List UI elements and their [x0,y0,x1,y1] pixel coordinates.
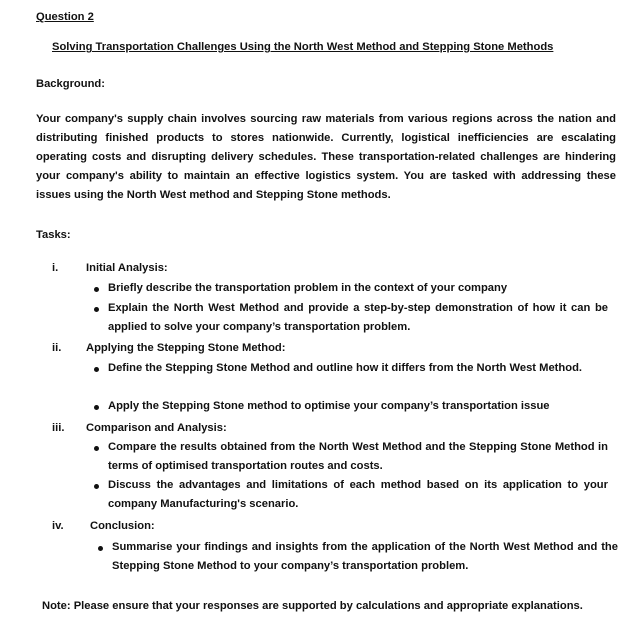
background-heading: Background: [36,78,105,90]
background-paragraph: Your company's supply chain involves sourcing raw materials from various regions across the nation and distributing finished products to stores nationwide. Currently, logistical inefficiencies are escalating operating costs and disrupting delivery schedules. These transportation-related challenges are hindering your company's ability to maintain an effective logistics system. You are tasked with addressing these issues using the North West method and Stepping Stone methods. [36,113,616,201]
task-numeral: i. [52,262,59,274]
bullet-icon [94,307,99,312]
task-numeral: ii. [52,342,62,354]
task-bullet: Discuss the advantages and limitations of each method based on its application to your company Manufacturing's scenario. [108,479,608,510]
task-title: Comparison and Analysis: [86,422,227,434]
task-bullet: Summarise your findings and insights from the application of the North West Method and the Stepping Stone Method to your company’s transportation problem. [112,541,618,572]
task-bullet: Compare the results obtained from the North West Method and the Stepping Stone Method in terms of optimised transportation routes and costs. [108,441,608,472]
question-label: Question 2 [36,11,94,23]
tasks-heading: Tasks: [36,229,71,241]
task-bullet: Briefly describe the transportation problem in the context of your company [108,282,508,294]
page-title: Solving Transportation Challenges Using the North West Method and Stepping Stone Methods [52,41,554,53]
note-paragraph: Note: Please ensure that your responses are supported by calculations and appropriate explanations. [42,600,583,612]
task-numeral: iii. [52,422,65,434]
bullet-icon [94,405,99,410]
bullet-icon [94,484,99,489]
task-bullet: Apply the Stepping Stone method to optimise your company’s transportation issue [108,400,550,412]
task-title: Applying the Stepping Stone Method: [86,342,286,354]
task-bullet: Explain the North West Method and provide a step-by-step demonstration of how it can be applied to solve your company’s transportation problem. [108,302,608,333]
task-numeral: iv. [52,520,64,532]
task-title: Conclusion: [90,520,155,532]
bullet-icon [94,287,99,292]
task-title: Initial Analysis: [86,262,168,274]
bullet-icon [94,367,99,372]
bullet-icon [94,446,99,451]
bullet-icon [98,546,103,551]
task-bullet: Define the Stepping Stone Method and outline how it differs from the North West Method. [108,362,583,374]
